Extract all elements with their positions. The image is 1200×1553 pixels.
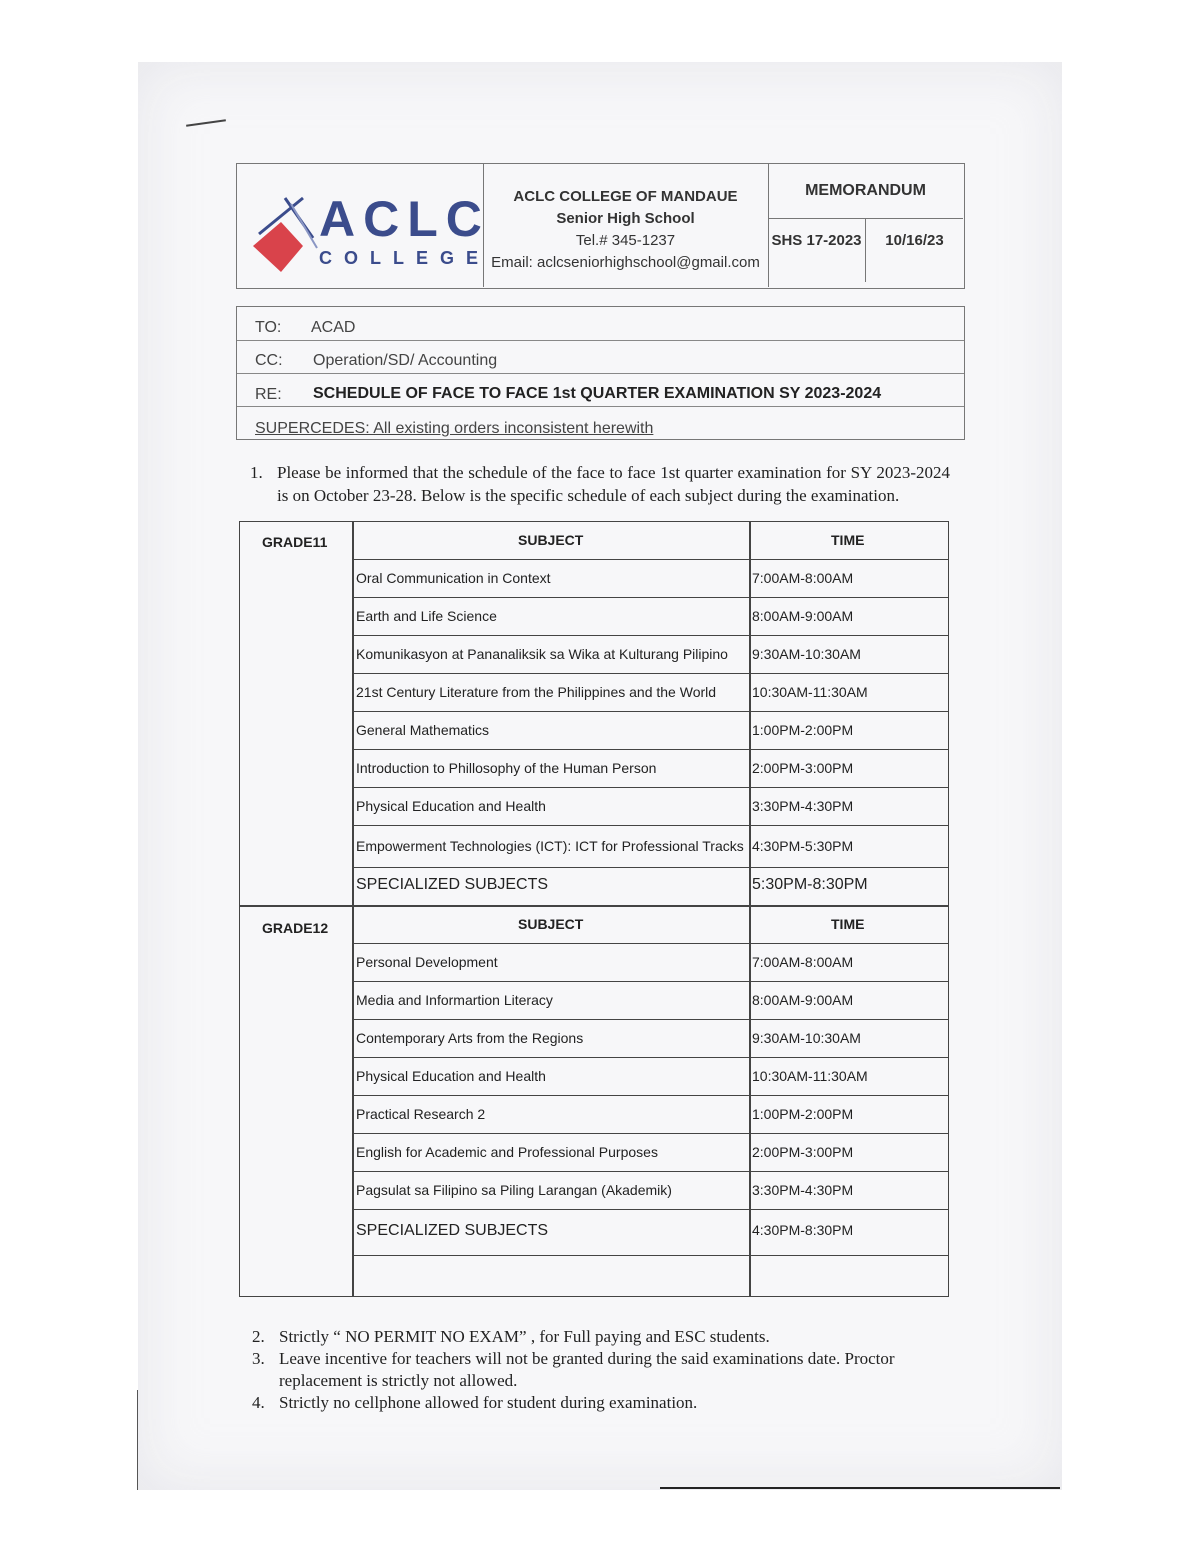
subject-cell: Physical Education and Health	[356, 798, 546, 814]
school-email: Email: aclcseniorhighschool@gmail.com	[491, 254, 760, 271]
table-row	[353, 982, 949, 1020]
table-row	[353, 826, 949, 868]
subject-cell: Komunikasyon at Pananaliksik sa Wika at Kulturang Pilipino	[356, 646, 728, 662]
column-separator	[749, 1020, 751, 1057]
time-cell: 2:00PM-3:00PM	[752, 1144, 854, 1160]
time-cell: 3:30PM-4:30PM	[752, 798, 854, 814]
school-name: ACLC COLLEGE OF MANDAUE	[513, 188, 738, 205]
grade12-label: GRADE12	[262, 920, 329, 936]
column-separator	[749, 788, 751, 825]
note-text: Strictly no cellphone allowed for student during examination.	[279, 1393, 698, 1412]
list-item	[252, 1392, 952, 1414]
re-label: RE:	[255, 386, 282, 403]
time-cell: 5:30PM-8:30PM	[752, 876, 868, 893]
time-cell: 4:30PM-5:30PM	[752, 838, 854, 854]
time-cell: 4:30PM-8:30PM	[752, 1222, 854, 1238]
empty-row	[353, 1256, 949, 1296]
column-separator	[749, 944, 751, 981]
time-cell: 10:30AM-11:30AM	[752, 684, 868, 700]
column-separator	[749, 636, 751, 673]
subject-cell: SPECIALIZED SUBJECTS	[356, 876, 549, 893]
supercedes-row	[237, 406, 964, 439]
logo-wordmark: ACLC	[319, 191, 490, 247]
column-separator	[749, 1210, 751, 1255]
table-row	[353, 944, 949, 982]
subject-cell: Contemporary Arts from the Regions	[356, 1030, 584, 1046]
time-cell: 3:30PM-4:30PM	[752, 1182, 854, 1198]
column-separator	[749, 1134, 751, 1171]
schedule-table	[239, 521, 949, 1297]
memo-info-cell	[768, 164, 963, 287]
column-separator	[749, 750, 751, 787]
subject-cell: 21st Century Literature from the Philippines and the World	[356, 684, 717, 700]
time-cell: 8:00AM-9:00AM	[752, 992, 854, 1008]
subject-cell: General Mathematics	[356, 722, 490, 738]
logo-cell	[237, 164, 491, 287]
table-row	[353, 750, 949, 788]
subject-cell: Pagsulat sa Filipino sa Piling Larangan (Akademik)	[356, 1182, 672, 1198]
time-header: TIME	[831, 532, 865, 548]
to-value: ACAD	[311, 319, 356, 336]
subject-cell: Earth and Life Science	[356, 608, 497, 624]
subject-cell: Introduction to Phillosophy of the Human Person	[356, 760, 657, 776]
logo-subtitle: COLLEGE	[319, 248, 491, 268]
table-row	[353, 636, 949, 674]
column-separator	[749, 826, 751, 867]
time-cell: 1:00PM-2:00PM	[752, 722, 854, 738]
table-row	[353, 560, 949, 598]
table-row	[353, 1172, 949, 1210]
supercedes-text: SUPERCEDES: All existing orders inconsistent herewith	[255, 420, 654, 437]
note-text: Leave incentive for teachers will not be granted during the said examinations date. Proctor replacement is strictly not allowed.	[279, 1349, 895, 1390]
column-separator	[749, 1096, 751, 1133]
column-separator	[749, 1058, 751, 1095]
table-row	[353, 1020, 949, 1058]
re-row	[237, 373, 964, 407]
note-number: 3.	[252, 1349, 265, 1368]
notes-list	[252, 1326, 952, 1414]
to-row	[237, 307, 964, 341]
table-row	[353, 1058, 949, 1096]
time-cell: 7:00AM-8:00AM	[752, 570, 854, 586]
time-cell: 2:00PM-3:00PM	[752, 760, 854, 776]
paragraph-text: Please be informed that the schedule of the face to face 1st quarter examination for SY 2023-2024 is on October 23-28. Below is the specific schedule of each subject during the examination.	[277, 463, 950, 505]
column-separator	[749, 906, 751, 943]
column-separator	[749, 674, 751, 711]
table-row	[353, 868, 949, 906]
subject-cell: Practical Research 2	[356, 1106, 486, 1122]
column-separator	[749, 560, 751, 597]
school-department: Senior High School	[556, 210, 695, 227]
note-number: 2.	[252, 1327, 265, 1346]
time-cell: 9:30AM-10:30AM	[752, 1030, 861, 1046]
school-info-cell	[483, 164, 769, 287]
to-label: TO:	[255, 319, 282, 336]
grade11-header-row	[353, 522, 949, 560]
table-row	[353, 1210, 949, 1256]
subject-cell: Oral Communication in Context	[356, 570, 551, 586]
column-separator	[749, 982, 751, 1019]
cc-label: CC:	[255, 352, 283, 369]
memo-number: SHS 17-2023	[768, 219, 866, 282]
table-row	[353, 712, 949, 750]
grade11-label: GRADE11	[262, 534, 328, 550]
memo-title: MEMORANDUM	[768, 164, 963, 219]
paragraph-number: 1.	[250, 463, 263, 482]
table-row	[353, 674, 949, 712]
subject-cell: Empowerment Technologies (ICT): ICT for Professional Tracks	[356, 838, 744, 854]
routing-block	[236, 306, 965, 440]
table-row	[353, 598, 949, 636]
column-separator	[749, 522, 751, 559]
subject-cell: SPECIALIZED SUBJECTS	[356, 1222, 549, 1239]
column-separator	[749, 1256, 751, 1296]
time-cell: 9:30AM-10:30AM	[752, 646, 861, 662]
school-tel: Tel.# 345-1237	[575, 232, 676, 249]
cc-row	[237, 340, 964, 374]
column-separator	[749, 868, 751, 905]
table-row	[353, 1096, 949, 1134]
column-separator	[749, 712, 751, 749]
grade12-header-row	[353, 906, 949, 944]
table-row	[353, 788, 949, 826]
time-cell: 10:30AM-11:30AM	[752, 1068, 868, 1084]
subject-cell: Physical Education and Health	[356, 1068, 546, 1084]
subject-cell: Media and Informartion Literacy	[356, 992, 553, 1008]
note-number: 4.	[252, 1393, 265, 1412]
list-item	[252, 1326, 952, 1348]
aclc-logo-icon	[251, 194, 321, 274]
column-separator	[749, 598, 751, 635]
column-separator	[749, 1172, 751, 1209]
subject-header: SUBJECT	[518, 916, 584, 932]
subject-cell: English for Academic and Professional Purposes	[356, 1144, 658, 1160]
list-item	[252, 1348, 952, 1392]
memo-header	[236, 163, 965, 289]
memo-date: 10/16/23	[885, 232, 944, 249]
subject-header: SUBJECT	[518, 532, 584, 548]
time-cell: 7:00AM-8:00AM	[752, 954, 854, 970]
time-cell: 1:00PM-2:00PM	[752, 1106, 854, 1122]
sheet-edge-left	[137, 1390, 138, 1490]
time-cell: 8:00AM-9:00AM	[752, 608, 854, 624]
sheet-edge	[660, 1487, 1060, 1489]
cc-value: Operation/SD/ Accounting	[313, 352, 498, 369]
table-row	[353, 1134, 949, 1172]
re-value: SCHEDULE OF FACE TO FACE 1st QUARTER EXAMINATION SY 2023-2024	[313, 385, 882, 402]
subject-cell: Personal Development	[356, 954, 498, 970]
paragraph-1	[250, 461, 950, 507]
note-text: Strictly “ NO PERMIT NO EXAM” , for Full paying and ESC students.	[279, 1327, 770, 1346]
time-header: TIME	[831, 916, 865, 932]
